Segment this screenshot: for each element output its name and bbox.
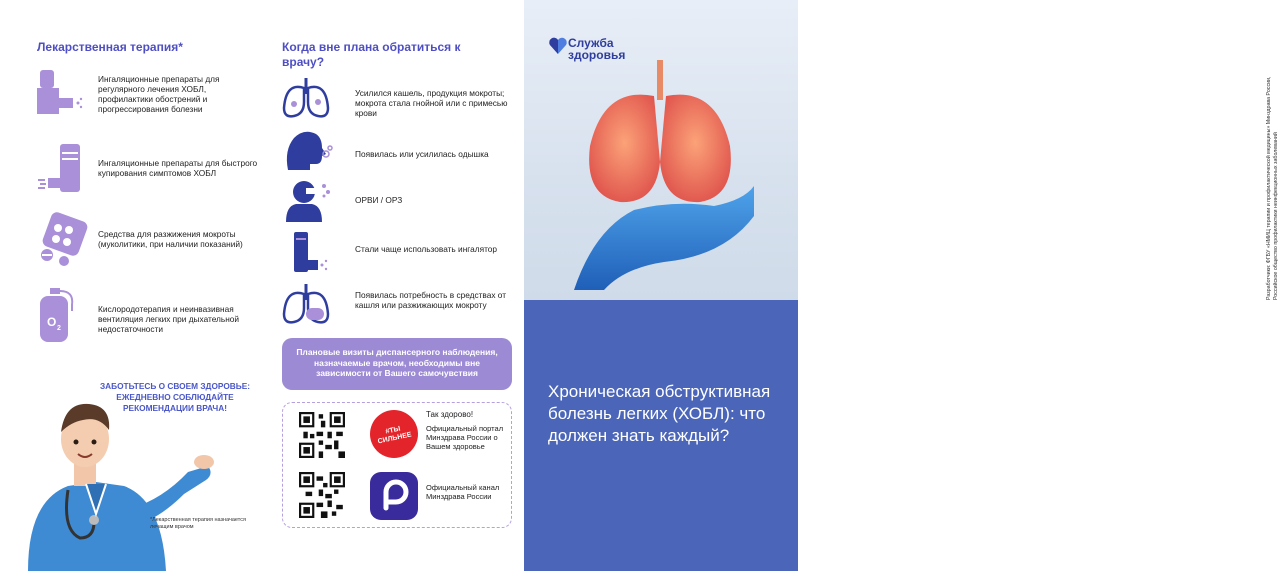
tak-zdorovo-badge-text: #ТЫ СИЛЬНЕЕ — [377, 425, 413, 446]
visit-heading: Когда вне плана обратиться к врачу? — [282, 40, 461, 69]
breathless-head-icon — [284, 128, 332, 172]
service-logo-text — [568, 37, 625, 61]
brochure-title: Хроническая обструктивная болезнь легких (ХОБЛ): что должен знать каждый? — [548, 382, 771, 445]
inhaler-icon — [32, 66, 84, 122]
tak-zdorovo-logo — [370, 410, 418, 458]
channel-icon — [370, 472, 418, 520]
link-1-title: Так здорово! — [426, 410, 474, 419]
logo-line-1: Служба — [568, 36, 614, 50]
lungs-icon — [282, 76, 330, 118]
visit-item-4: Стали чаще использовать ингалятор — [355, 244, 497, 254]
therapy-footnote: *Лекарственная терапия назначается лечащим врачом — [150, 517, 246, 530]
therapy-panel — [0, 0, 262, 571]
lungs-medicine-icon — [282, 282, 330, 326]
pills-icon — [36, 212, 88, 268]
therapy-item-2: Ингаляционные препараты для быстрого купирования симптомов ХОБЛ — [98, 158, 258, 178]
svg-text:2: 2 — [57, 325, 61, 332]
ministry-channel-logo — [370, 472, 418, 520]
lungs-hand-illustration — [574, 60, 754, 290]
coughing-person-icon — [284, 178, 332, 222]
link-2-text[interactable]: Официальный канал Минздрава России — [426, 483, 500, 501]
visit-note-box: Плановые визиты диспансерного наблюдения, назначаемые врачом, необходимы вне зависимости от Вашего самочувствия — [282, 338, 512, 390]
visit-item-3: ОРВИ / ОРЗ — [355, 195, 403, 205]
qr-code-2[interactable] — [299, 472, 345, 518]
health-notice: ЗАБОТЬТЕСЬ О СВОЕМ ЗДОРОВЬЕ: ЕЖЕДНЕВНО СОБЛЮДАЙТЕ РЕКОМЕНДАЦИИ ВРАЧА! — [99, 381, 251, 413]
therapy-item-4: Кислородотерапия и неинвазивная вентиляция легких при дыхательной недостаточности — [98, 304, 240, 334]
cover-panel — [524, 0, 1279, 571]
therapy-item-3: Средства для разжижения мокроты (муколитики, при наличии показаний) — [98, 229, 243, 249]
logo-line-2: здоровья — [568, 48, 626, 62]
rescue-inhaler-icon — [38, 142, 88, 194]
developers-text: Разработчики: ФГБУ «НМИЦ терапии и профилактической медицины» Минздрава России, Российское общество профилактики неинфекционных заболеваний — [1266, 76, 1279, 300]
doctor-illustration — [8, 392, 218, 571]
therapy-heading: Лекарственная терапия* — [37, 40, 183, 54]
inhaler-use-icon — [288, 230, 332, 274]
link-1-text[interactable]: Официальный портал Минздрава России о Вашем здоровье — [426, 424, 504, 451]
visit-item-5: Появилась потребность в средствах от кашля или разжижающих мокроту — [355, 290, 507, 310]
visit-item-1: Усилился кашель, продукция мокроты; мокрота стала гнойной или с примесью крови — [355, 88, 508, 118]
oxygen-tank-icon — [36, 288, 76, 344]
svg-text:O: O — [47, 315, 57, 329]
visit-item-2: Появилась или усилилась одышка — [355, 149, 489, 159]
heart-logo-icon — [548, 36, 568, 56]
therapy-item-1: Ингаляционные препараты для регулярного лечения ХОБЛ, профилактики обострений и прогрессирования болезни — [98, 74, 220, 114]
qr-code-1[interactable] — [299, 412, 345, 458]
